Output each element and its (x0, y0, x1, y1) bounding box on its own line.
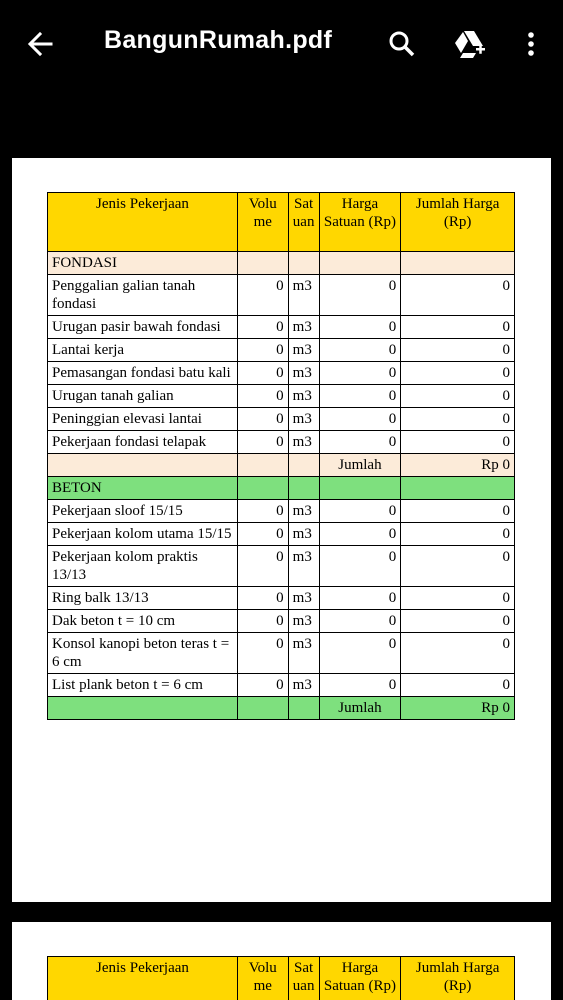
header-jumlah: Jumlah Harga (Rp) (401, 957, 515, 1000)
cell-jumlah: 0 (401, 316, 515, 339)
cell-jumlah: 0 (401, 523, 515, 546)
cell-jenis: Pekerjaan kolom utama 15/15 (48, 523, 238, 546)
cell-volume: 0 (237, 362, 288, 385)
cell-satuan: m3 (288, 674, 319, 697)
search-icon[interactable] (382, 24, 422, 64)
total-label: Jumlah (319, 697, 401, 720)
cell-harga: 0 (319, 633, 401, 674)
cell-jumlah: 0 (401, 431, 515, 454)
pdf-page-1[interactable] (12, 158, 551, 902)
header-jenis: Jenis Pekerjaan (48, 193, 238, 252)
cell-jumlah: 0 (401, 633, 515, 674)
cell-satuan: m3 (288, 408, 319, 431)
cell-volume: 0 (237, 610, 288, 633)
cell-jenis: Penggalian galian tanah fondasi (48, 275, 238, 316)
header-harga: Harga Satuan (Rp) (319, 957, 401, 1000)
cell-satuan: m3 (288, 339, 319, 362)
cell-satuan: m3 (288, 431, 319, 454)
cell-volume: 0 (237, 587, 288, 610)
cell-jenis: Konsol kanopi beton teras t = 6 cm (48, 633, 238, 674)
document-title: BangunRumah.pdf (104, 26, 333, 54)
pdf-page-2[interactable] (12, 922, 551, 1000)
cell-jumlah: 0 (401, 610, 515, 633)
table-row (48, 275, 515, 316)
cell-volume: 0 (237, 339, 288, 362)
cell-volume: 0 (237, 546, 288, 587)
header-satuan: Sat uan (288, 193, 319, 252)
cell-jenis: Pekerjaan sloof 15/15 (48, 500, 238, 523)
cell-harga: 0 (319, 500, 401, 523)
section-title: BETON (48, 477, 238, 500)
table-row (48, 339, 515, 362)
cell-satuan: m3 (288, 546, 319, 587)
cell-jumlah: 0 (401, 275, 515, 316)
table-header-row (48, 957, 515, 1000)
cell-jenis: List plank beton t = 6 cm (48, 674, 238, 697)
cell-jenis: Pekerjaan kolom praktis 13/13 (48, 546, 238, 587)
cell-jenis: Pekerjaan fondasi telapak (48, 431, 238, 454)
header-jumlah: Jumlah Harga (Rp) (401, 193, 515, 252)
cell-harga: 0 (319, 610, 401, 633)
cell-satuan: m3 (288, 523, 319, 546)
cell-jenis: Lantai kerja (48, 339, 238, 362)
cell-jumlah: 0 (401, 674, 515, 697)
cell-harga: 0 (319, 362, 401, 385)
cell-satuan: m3 (288, 362, 319, 385)
cell-volume: 0 (237, 385, 288, 408)
header-volume: Volu me (237, 957, 288, 1000)
cell-satuan: m3 (288, 275, 319, 316)
cell-satuan: m3 (288, 500, 319, 523)
table-row (48, 587, 515, 610)
table-row (48, 385, 515, 408)
cell-volume: 0 (237, 408, 288, 431)
cell-jumlah: 0 (401, 546, 515, 587)
cell-harga: 0 (319, 523, 401, 546)
cell-jenis: Pemasangan fondasi batu kali (48, 362, 238, 385)
app-bar (0, 0, 563, 90)
cell-jumlah: 0 (401, 362, 515, 385)
cost-table (47, 192, 515, 720)
header-jenis: Jenis Pekerjaan (48, 957, 238, 1000)
table-header-row (48, 193, 515, 252)
table-row (48, 674, 515, 697)
section-title: FONDASI (48, 252, 238, 275)
cell-volume: 0 (237, 275, 288, 316)
cell-harga: 0 (319, 546, 401, 587)
section-row-beton (48, 477, 515, 500)
total-label: Jumlah (319, 454, 401, 477)
cell-jumlah: 0 (401, 587, 515, 610)
cell-satuan: m3 (288, 610, 319, 633)
total-row-fondasi (48, 454, 515, 477)
table-row (48, 523, 515, 546)
table-row (48, 633, 515, 674)
table-row (48, 610, 515, 633)
cell-harga: 0 (319, 275, 401, 316)
table-row (48, 500, 515, 523)
cell-volume: 0 (237, 431, 288, 454)
cell-satuan: m3 (288, 633, 319, 674)
cell-harga: 0 (319, 431, 401, 454)
cell-harga: 0 (319, 385, 401, 408)
cell-jenis: Urugan pasir bawah fondasi (48, 316, 238, 339)
cell-jenis: Peninggian elevasi lantai (48, 408, 238, 431)
cell-harga: 0 (319, 408, 401, 431)
cell-volume: 0 (237, 500, 288, 523)
cost-table-page-2 (47, 956, 515, 1000)
cell-volume: 0 (237, 633, 288, 674)
cell-jumlah: 0 (401, 408, 515, 431)
table-row (48, 431, 515, 454)
drive-add-icon[interactable] (450, 24, 490, 64)
cell-harga: 0 (319, 316, 401, 339)
header-satuan: Sat uan (288, 957, 319, 1000)
total-value: Rp 0 (401, 454, 515, 477)
cell-jenis: Dak beton t = 10 cm (48, 610, 238, 633)
fondasi-rows (48, 275, 515, 454)
table-row (48, 316, 515, 339)
cell-volume: 0 (237, 316, 288, 339)
cell-harga: 0 (319, 339, 401, 362)
cell-harga: 0 (319, 587, 401, 610)
cell-satuan: m3 (288, 385, 319, 408)
section-row-fondasi (48, 252, 515, 275)
cell-jumlah: 0 (401, 339, 515, 362)
more-vert-icon[interactable] (511, 24, 551, 64)
header-harga: Harga Satuan (Rp) (319, 193, 401, 252)
cell-jenis: Urugan tanah galian (48, 385, 238, 408)
total-row-beton (48, 697, 515, 720)
beton-rows (48, 500, 515, 697)
cell-harga: 0 (319, 674, 401, 697)
cell-jenis: Ring balk 13/13 (48, 587, 238, 610)
cell-jumlah: 0 (401, 500, 515, 523)
back-arrow-icon[interactable] (20, 24, 60, 64)
table-row (48, 362, 515, 385)
total-value: Rp 0 (401, 697, 515, 720)
cell-volume: 0 (237, 523, 288, 546)
cell-satuan: m3 (288, 316, 319, 339)
cell-satuan: m3 (288, 587, 319, 610)
table-row (48, 546, 515, 587)
table-row (48, 408, 515, 431)
header-volume: Volu me (237, 193, 288, 252)
cell-volume: 0 (237, 674, 288, 697)
cell-jumlah: 0 (401, 385, 515, 408)
